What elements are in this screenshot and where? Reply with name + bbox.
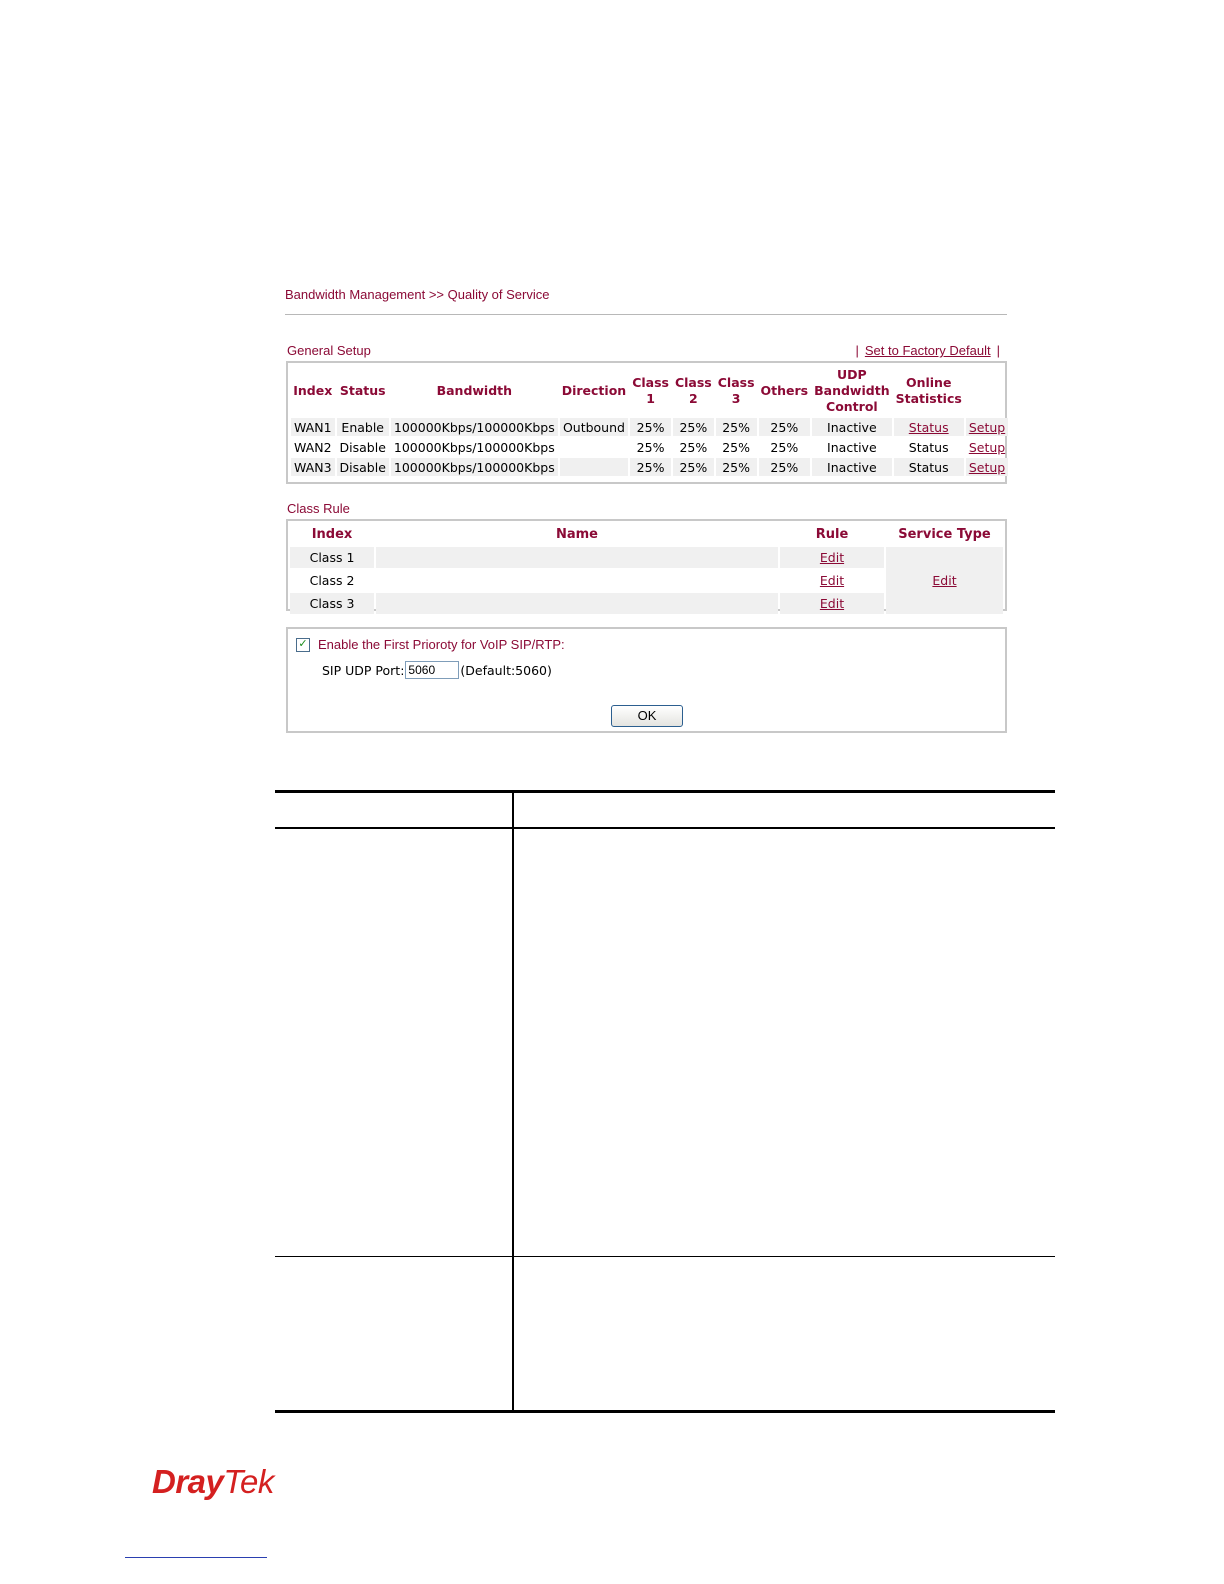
- wan-class3: 25%: [716, 418, 757, 436]
- sip-port-row: [322, 661, 552, 679]
- doc-table-column-divider: [512, 792, 514, 1412]
- voip-priority-checkbox[interactable]: ✓: [296, 638, 310, 652]
- col-index: Index: [293, 383, 333, 398]
- wan-direction: [560, 458, 628, 476]
- sip-udp-port-label: SIP UDP Port:: [322, 662, 405, 678]
- breadcrumb-divider: [285, 314, 1007, 315]
- wan-bandwidth: 100000Kbps/100000Kbps: [391, 418, 558, 436]
- wan-status: Enable: [337, 418, 389, 436]
- footer-line: [125, 1557, 267, 1558]
- class3-rule-edit-link[interactable]: Edit: [819, 596, 845, 611]
- wan-direction: Outbound: [560, 418, 628, 436]
- col-others: Others: [760, 383, 809, 398]
- wan3-status-text: Status: [894, 458, 964, 476]
- class-index: Class 2: [309, 573, 355, 588]
- wan-bandwidth: 100000Kbps/100000Kbps: [391, 458, 558, 476]
- breadcrumb: Bandwidth Management >> Quality of Service: [285, 287, 550, 302]
- class2-rule-edit-link[interactable]: Edit: [819, 573, 845, 588]
- wan-class2: 25%: [673, 418, 714, 436]
- class-rule-title: Class Rule: [287, 501, 350, 516]
- col-class2: Class 2: [674, 375, 712, 406]
- wan-class1: 25%: [630, 458, 671, 476]
- class-name: [376, 547, 778, 568]
- col-class3: Class 3: [717, 375, 755, 406]
- sip-udp-port-input[interactable]: [405, 661, 459, 679]
- wan-index: WAN1: [291, 418, 335, 436]
- wan-class3: 25%: [722, 439, 751, 455]
- wan-others: 25%: [770, 439, 799, 455]
- col-udp-bandwidth-control: UDP Bandwidth Control: [814, 367, 890, 414]
- wan-direction: [560, 438, 628, 456]
- wan3-setup-link[interactable]: Setup: [968, 459, 1006, 475]
- service-type-edit-link[interactable]: Edit: [932, 573, 957, 588]
- wan2-setup-link[interactable]: Setup: [968, 439, 1006, 455]
- general-setup-table-box: [286, 361, 1007, 484]
- wan-class2: 25%: [673, 458, 714, 476]
- class-index: Class 3: [290, 593, 374, 614]
- table-row: [291, 458, 1008, 476]
- wan-udp: Inactive: [812, 418, 891, 436]
- wan-status: Disable: [337, 458, 389, 476]
- ok-button[interactable]: OK: [611, 705, 683, 727]
- col-service-type: Service Type: [898, 526, 991, 542]
- col-rule: Rule: [815, 526, 849, 542]
- class-name: [376, 570, 778, 591]
- col-index: Index: [311, 526, 353, 542]
- wan2-status-text: Status: [908, 439, 949, 455]
- wan1-status-link[interactable]: Status: [908, 419, 949, 435]
- wan-class1: 25%: [636, 439, 665, 455]
- separator: |: [996, 343, 1000, 358]
- class-rule-table: [288, 521, 1005, 616]
- class-name: [376, 593, 778, 614]
- doc-table-bottom-border: [275, 1410, 1055, 1413]
- voip-priority-row: [296, 637, 565, 652]
- wan-udp: Inactive: [827, 439, 877, 455]
- col-name: Name: [555, 526, 598, 542]
- class-rule-table-box: [286, 519, 1007, 611]
- table-row: [291, 418, 1008, 436]
- col-direction: Direction: [561, 383, 627, 398]
- general-setup-title: General Setup: [287, 343, 371, 358]
- wan-class2: 25%: [679, 439, 708, 455]
- factory-default-area: [849, 343, 1006, 358]
- doc-table-top-border: [275, 790, 1055, 793]
- separator: |: [855, 343, 859, 358]
- wan-class1: 25%: [630, 418, 671, 436]
- wan-status: Disable: [339, 439, 386, 455]
- class1-rule-edit-link[interactable]: Edit: [819, 550, 845, 565]
- wan-others: 25%: [759, 418, 811, 436]
- col-online-statistics: Online Statistics: [895, 375, 962, 406]
- set-factory-default-link[interactable]: Set to Factory Default: [864, 343, 991, 358]
- wan-bandwidth: 100000Kbps/100000Kbps: [393, 439, 555, 455]
- voip-settings-box: [286, 627, 1007, 733]
- class-index: Class 1: [290, 547, 374, 568]
- general-setup-table: [289, 364, 1010, 478]
- sip-default-hint: (Default:5060): [460, 662, 552, 678]
- doc-table-header-border: [275, 827, 1055, 829]
- wan-others: 25%: [759, 458, 811, 476]
- col-status: Status: [339, 383, 386, 398]
- table-row: [291, 438, 1008, 456]
- wan1-setup-link[interactable]: Setup: [968, 419, 1006, 435]
- col-bandwidth: Bandwidth: [436, 383, 513, 398]
- draytek-logo: DrayTek: [152, 1463, 274, 1500]
- col-class1: Class 1: [632, 375, 669, 406]
- wan-class3: 25%: [716, 458, 757, 476]
- wan-udp: Inactive: [812, 458, 891, 476]
- col-setup: [966, 366, 1008, 416]
- table-row: [290, 547, 1003, 568]
- wan-index: WAN3: [291, 458, 335, 476]
- voip-priority-label: Enable the First Prioroty for VoIP SIP/RTP:: [318, 637, 565, 652]
- doc-table-row-divider: [275, 1256, 1055, 1257]
- wan-index: WAN2: [294, 439, 332, 455]
